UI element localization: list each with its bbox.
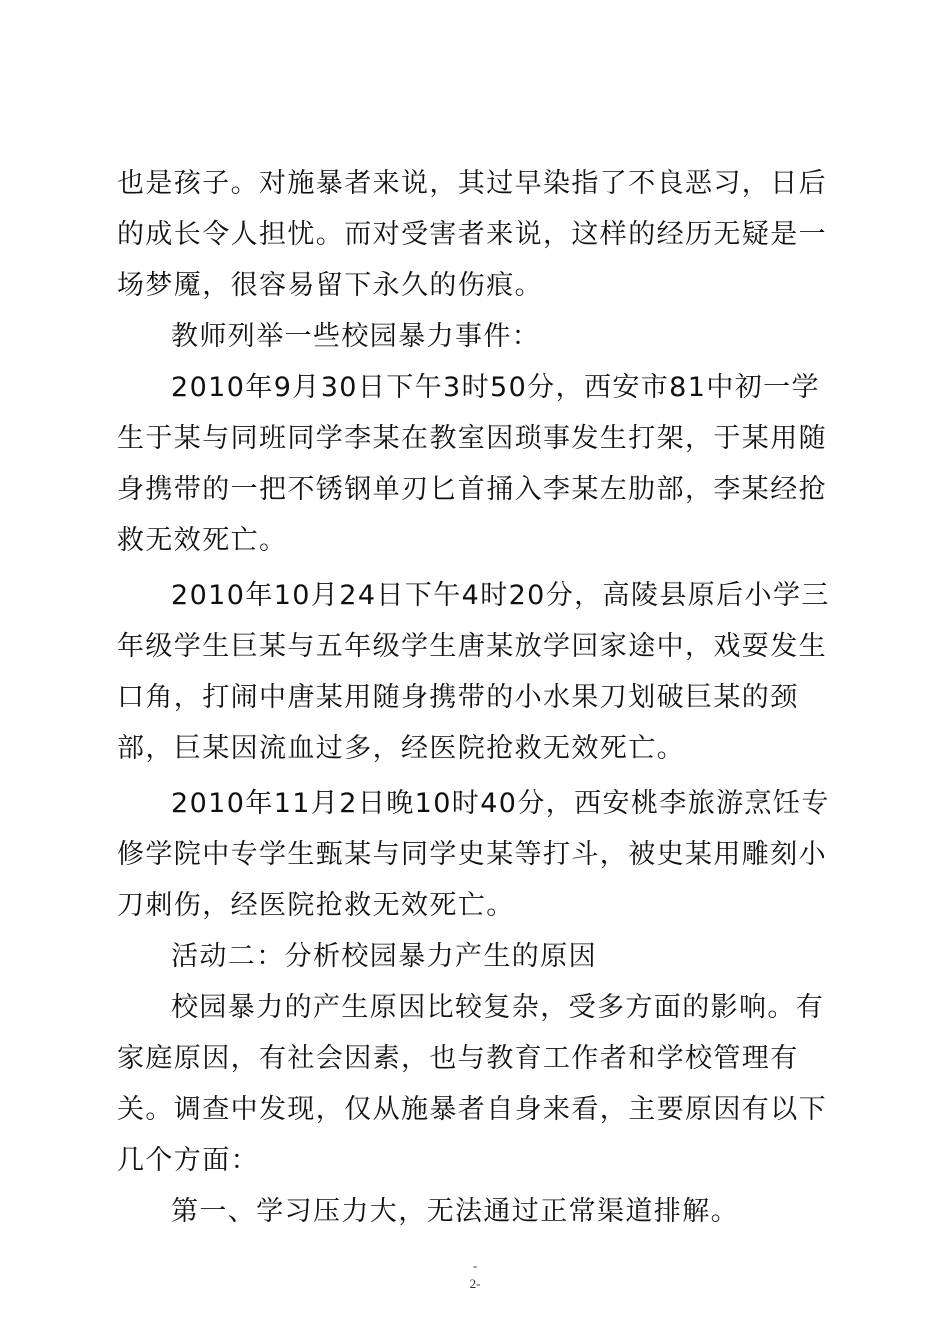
paragraph-continuation: 也是孩子。对施暴者来说，其过早染指了不良恶习，日后的成长令人担忧。而对受害者来说，这样的经历无疑是一场梦魇，很容易留下永久的伤痕。 — [117, 168, 827, 301]
paragraph-event-2: 2010年10月24日下午4时20分，高陵县原后小学三年级学生巨某与五年级学生唐某放学回家途中，戏耍发生口角，打闹中唐某用随身携带的小水果刀划破巨某的颈部，巨某因流血过多，经医院抢救无效死亡。 — [117, 580, 830, 764]
paragraph-causes: 校园暴力的产生原因比较复杂，受多方面的影响。有家庭原因，有社会因素，也与教育工作者和学校管理有关。调查中发现，仅从施暴者自身来看，主要原因有以下几个方面： — [117, 992, 827, 1176]
paragraph-event-1: 2010年9月30日下午3时50分，西安市81中初一学生于某与同班同学李某在教室因琐事发生打架，于某用随身携带的一把不锈钢单刃匕首捅入李某左肋部，李某经抢救无效死亡。 — [117, 372, 827, 556]
footer-dash: - — [472, 1258, 478, 1273]
section-heading-activity-2: 活动二：分析校园暴力产生的原因 — [171, 941, 597, 972]
paragraph-event-3: 2010年11月2日晚10时40分，西安桃李旅游烹饪专修学院中专学生甄某与同学史某等打斗，被史某用雕刻小刀刺伤，经医院抢救无效死亡。 — [117, 788, 830, 921]
page-number: 2- — [469, 1276, 481, 1291]
paragraph-first-cause: 第一、学习压力大，无法通过正常渠道排解。 — [171, 1196, 739, 1227]
document-body — [117, 158, 842, 1237]
paragraph-intro-events: 教师列举一些校园暴力事件： — [171, 321, 541, 352]
